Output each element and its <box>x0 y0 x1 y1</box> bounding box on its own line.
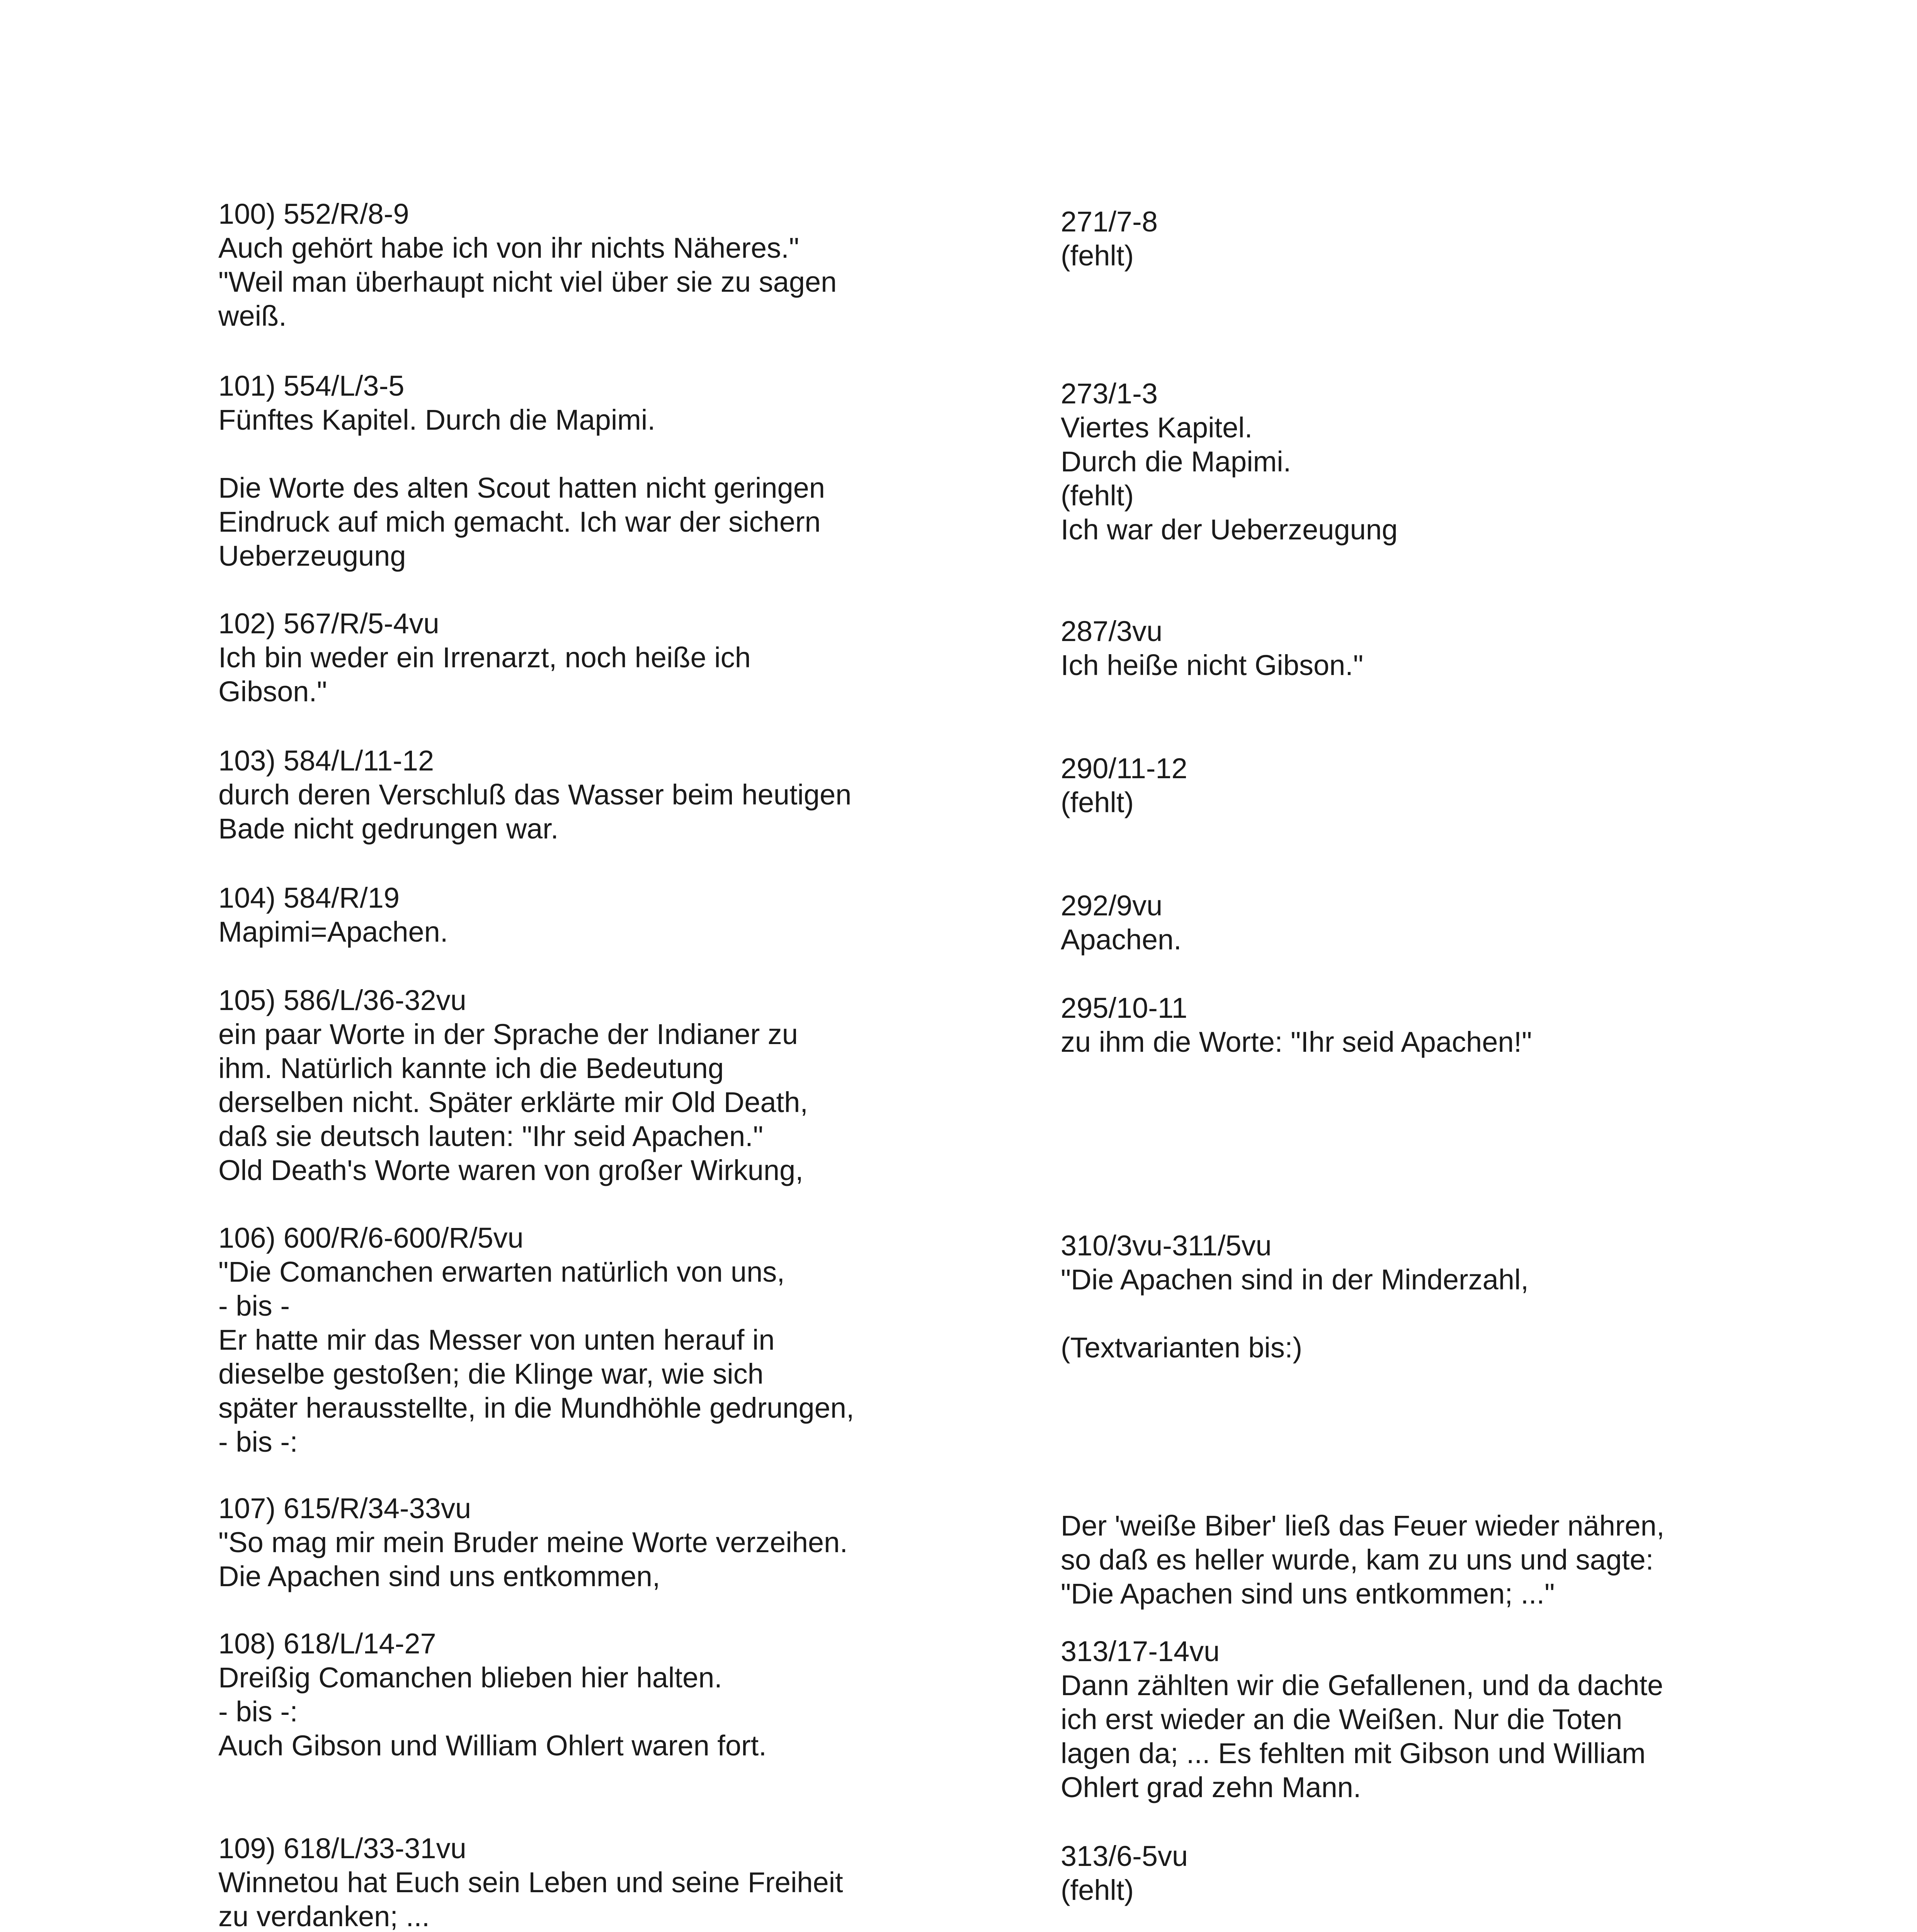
entry-text-line: Ich war der Ueberzeugung <box>1061 514 1398 546</box>
entry-7-right-column <box>1061 1229 1529 1365</box>
entry-2-right-column <box>1061 377 1398 547</box>
entry-text-line: derselben nicht. Später erklärte mir Old Death, <box>218 1086 808 1118</box>
entry-3-right-column <box>1061 614 1363 682</box>
entry-text-line: - bis -: <box>218 1426 298 1458</box>
blank-line <box>1061 1907 1286 1932</box>
entry-8-left-column <box>218 1492 848 1594</box>
entry-reference: 271/7-8 <box>1061 206 1158 238</box>
entry-text-line: zu verdanken; ... <box>218 1900 430 1932</box>
blank-line <box>218 437 825 471</box>
entry-reference: 105) 586/L/36-32vu <box>218 984 466 1016</box>
entry-text-line: Ueberzeugung <box>218 540 406 572</box>
entry-10-right-column <box>1061 1839 1286 1932</box>
entry-reference: 292/9vu <box>1061 889 1163 922</box>
entry-reference: 107) 615/R/34-33vu <box>218 1492 471 1524</box>
entry-6-right-column <box>1061 991 1532 1059</box>
entry-reference: 102) 567/R/5-4vu <box>218 607 439 639</box>
entry-text-line: Ich bin weder ein Irrenarzt, noch heiße ich <box>218 641 751 673</box>
entry-reference: 295/10-11 <box>1061 992 1187 1024</box>
entry-reference: 290/11-12 <box>1061 752 1187 784</box>
entry-text-line: Der 'weiße Biber' ließ das Feuer wieder nähren, <box>1061 1510 1665 1542</box>
entry-3-left-column <box>218 607 751 709</box>
entry-reference: 109) 618/L/33-31vu <box>218 1832 466 1864</box>
entry-6-left-column <box>218 983 808 1187</box>
entry-text-line: (fehlt) <box>1061 786 1134 818</box>
entry-reference: 101) 554/L/3-5 <box>218 370 405 402</box>
entry-5-left-column <box>218 881 448 949</box>
entry-text-line: Die Apachen sind uns entkommen, <box>218 1560 660 1592</box>
entry-text-line: zu ihm die Worte: "Ihr seid Apachen!" <box>1061 1026 1532 1058</box>
entry-text-line: "So mag mir mein Bruder meine Worte verzeihen. <box>218 1526 848 1558</box>
entry-text-line: Mapimi=Apachen. <box>218 916 448 948</box>
entry-5-right-column <box>1061 889 1182 957</box>
entry-reference: 313/17-14vu <box>1061 1635 1220 1667</box>
entry-text-line: Auch gehört habe ich von ihr nichts Näheres." <box>218 232 799 264</box>
entry-text-line: "Die Apachen sind uns entkommen; ..." <box>1061 1578 1555 1610</box>
entry-2-left-column <box>218 369 825 573</box>
entry-8-right-column <box>1061 1509 1664 1611</box>
entry-reference: 310/3vu-311/5vu <box>1061 1230 1272 1262</box>
entry-text-line: ein paar Worte in der Sprache der Indianer zu <box>218 1018 798 1050</box>
entry-1-left-column <box>218 197 837 333</box>
entry-reference: 106) 600/R/6-600/R/5vu <box>218 1222 524 1254</box>
entry-text-line: (fehlt) <box>1061 1874 1134 1906</box>
entry-text-line: (fehlt) <box>1061 480 1134 512</box>
entry-text-line: - bis -: <box>218 1696 298 1728</box>
entry-text-line: (Textvarianten bis:) <box>1061 1332 1303 1364</box>
entry-text-line: - bis - <box>218 1290 290 1322</box>
entry-text-line: Auch Gibson und William Ohlert waren fort. <box>218 1730 767 1762</box>
entry-text-line: "Weil man überhaupt nicht viel über sie zu sagen <box>218 266 837 298</box>
entry-reference: 100) 552/R/8-9 <box>218 198 409 230</box>
entry-reference: 108) 618/L/14-27 <box>218 1628 436 1660</box>
entry-reference: 287/3vu <box>1061 615 1163 647</box>
entry-text-line: Viertes Kapitel. <box>1061 412 1253 444</box>
entry-1-right-column <box>1061 205 1158 273</box>
entry-10-left-column <box>218 1832 843 1932</box>
entry-4-right-column <box>1061 752 1187 820</box>
entry-7-left-column <box>218 1221 854 1459</box>
entry-text-line: Gibson." <box>218 675 327 707</box>
entry-reference: 313/6-5vu <box>1061 1840 1188 1872</box>
entry-text-line: lagen da; ... Es fehlten mit Gibson und William <box>1061 1737 1646 1769</box>
entry-text-line: Old Death's Worte waren von großer Wirkung, <box>218 1154 803 1186</box>
entry-reference: 104) 584/R/19 <box>218 882 400 914</box>
entry-reference: 103) 584/L/11-12 <box>218 745 434 777</box>
entry-text-line: Dann zählten wir die Gefallenen, und da dachte <box>1061 1669 1664 1701</box>
entry-text-line: Ohlert grad zehn Mann. <box>1061 1771 1361 1803</box>
entry-text-line: so daß es heller wurde, kam zu uns und sagte: <box>1061 1544 1654 1576</box>
entry-text-line: Fünftes Kapitel. Durch die Mapimi. <box>218 404 656 436</box>
entry-text-line: daß sie deutsch lauten: "Ihr seid Apachen." <box>218 1120 764 1152</box>
entry-text-line: ihm. Natürlich kannte ich die Bedeutung <box>218 1052 724 1084</box>
entry-text-line: später herausstellte, in die Mundhöhle gedrungen, <box>218 1392 854 1424</box>
entry-reference: 273/1-3 <box>1061 378 1158 410</box>
entry-text-line: Ich heiße nicht Gibson." <box>1061 649 1364 681</box>
entry-text-line: Er hatte mir das Messer von unten herauf in <box>218 1324 775 1356</box>
entry-text-line: (fehlt) <box>1061 240 1134 272</box>
entry-text-line: Durch die Mapimi. <box>1061 446 1291 478</box>
entry-4-left-column <box>218 744 851 846</box>
entry-text-line: Eindruck auf mich gemacht. Ich war der sichern <box>218 506 821 538</box>
entry-text-line: "Die Comanchen erwarten natürlich von uns, <box>218 1256 785 1288</box>
entry-text-line: Bade nicht gedrungen war. <box>218 813 559 845</box>
entry-text-line: dieselbe gestoßen; die Klinge war, wie sich <box>218 1358 764 1390</box>
entry-text-line: Die Worte des alten Scout hatten nicht geringen <box>218 472 825 504</box>
entry-text-line: Dreißig Comanchen blieben hier halten. <box>218 1662 722 1694</box>
entry-text-line: durch deren Verschluß das Wasser beim heutigen <box>218 779 852 811</box>
blank-line <box>1061 1297 1529 1331</box>
entry-text-line: weiß. <box>218 300 287 332</box>
entry-text-line: "Die Apachen sind in der Minderzahl, <box>1061 1264 1529 1296</box>
entry-text-line: Apachen. <box>1061 923 1182 956</box>
entry-text-line: Winnetou hat Euch sein Leben und seine Freiheit <box>218 1866 843 1898</box>
entry-9-right-column <box>1061 1634 1663 1804</box>
entry-text-line: ich erst wieder an die Weißen. Nur die Toten <box>1061 1703 1623 1735</box>
entry-9-left-column <box>218 1627 767 1763</box>
